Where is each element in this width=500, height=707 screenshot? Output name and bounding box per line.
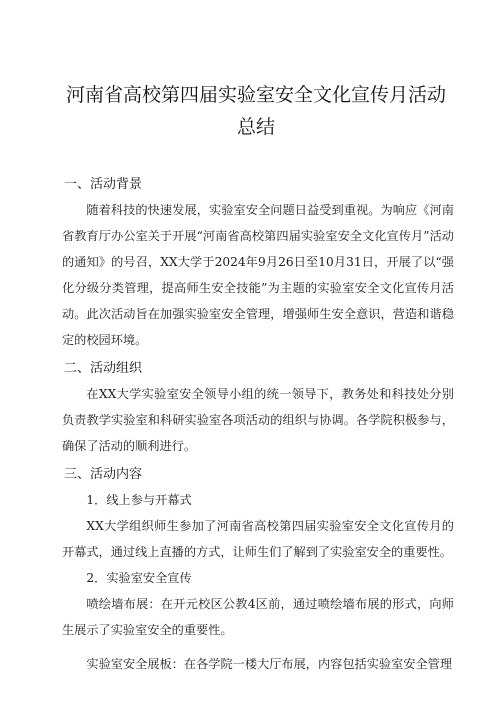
document-title: 河南省高校第四届实验室安全文化宣传月活动总结 (65, 84, 446, 138)
document-body (62, 173, 454, 677)
subheading-online-opening: 1．线上参与开幕式 (86, 493, 192, 507)
paragraph-spray-wall: 喷绘墙布展：在开元校区公教4区前，通过喷绘墙布展的形式，向师生展示了实验室安全的重要性。 (62, 597, 454, 637)
paragraph-background: 随着科技的快速发展，实验室安全问题日益受到重视。为响应《河南省教育厅办公室关于开展“河南省高校第四届实验室安全文化宣传月”活动的通知》的号召，XX大学于2024年9月26日至10月31日，开展了以“强化分级分类管理，提高师生安全技能”为主题的实验室安全文化宣传月活动。此次活动旨在加强实验室安全管理，增强师生安全意识，营造和谐稳定的校园环境。 (62, 203, 454, 347)
section-heading-organization: 二、活动组织 (64, 361, 143, 376)
subheading-safety-promotion: 2．实验室安全宣传 (86, 571, 192, 585)
paragraph-online-opening: XX大学组织师生参加了河南省高校第四届实验室安全文化宣传月的开幕式，通过线上直播的方式，让师生们了解到了实验室安全的重要性。 (62, 519, 454, 559)
paragraph-organization: 在XX大学实验室安全领导小组的统一领导下，教务处和科技处分别负责教学实验室和科研实验室各项活动的组织与协调。各学院积极参与，确保了活动的顺利进行。 (62, 387, 454, 453)
section-heading-background: 一、活动背景 (64, 177, 143, 192)
section-heading-content: 三、活动内容 (64, 467, 143, 482)
paragraph-safety-boards: 实验室安全展板：在各学院一楼大厅布展，内容包括实验室安全管理 (86, 657, 453, 671)
